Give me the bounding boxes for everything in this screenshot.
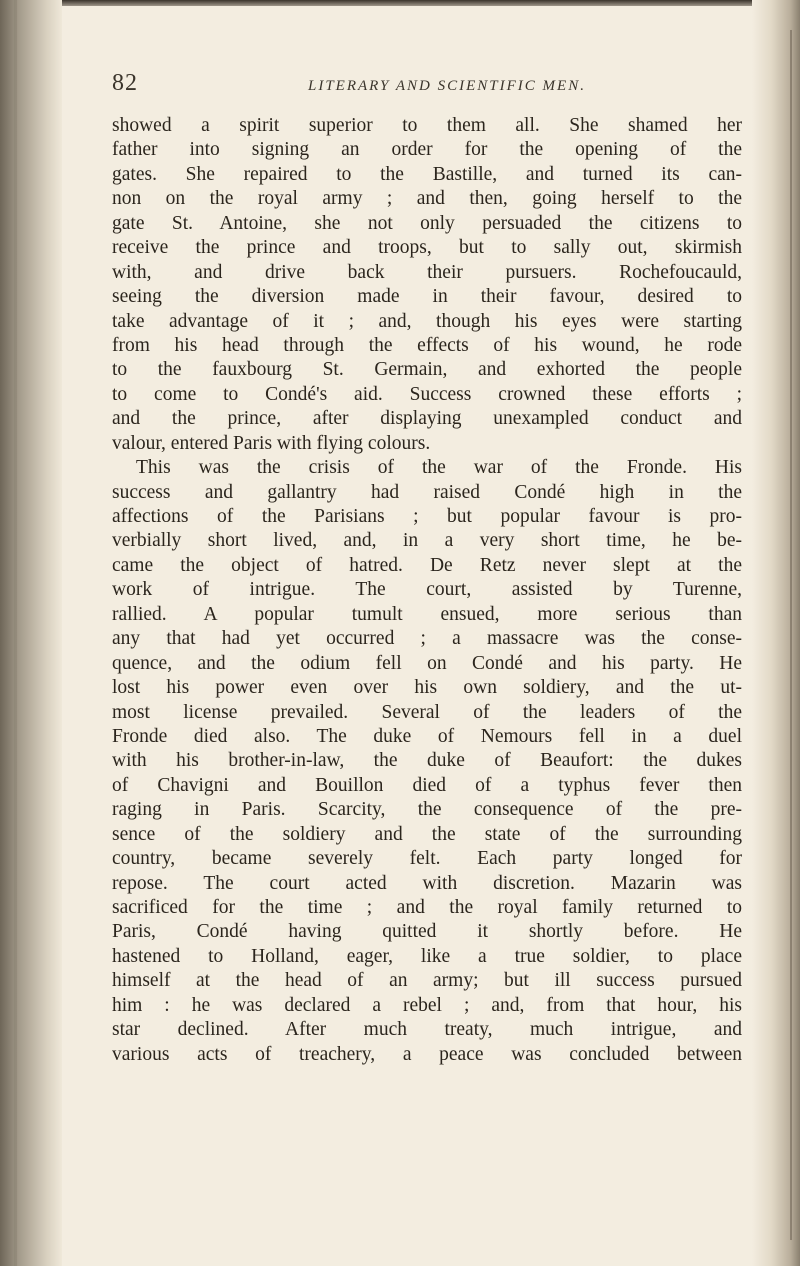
scan-top-edge: [0, 0, 800, 6]
text-line: came the object of hatred. De Retz never slept at the: [112, 554, 742, 576]
text-line: to the fauxbourg St. Germain, and exhorted the people: [112, 359, 742, 381]
text-line: valour, entered Paris with flying colours.: [112, 432, 431, 454]
text-line: showed a spirit superior to them all. She shamed her: [112, 115, 742, 136]
running-head: [112, 70, 742, 106]
text-line: country, became severely felt. Each party longed for: [112, 848, 742, 870]
book-page: [112, 70, 742, 1067]
text-line: sacrificed for the time ; and the royal family returned to: [112, 897, 742, 918]
text-line: father into signing an order for the opening of the: [112, 139, 742, 161]
text-line: himself at the head of an army; but ill success pursued: [112, 970, 742, 992]
text-line: and the prince, after displaying unexampled conduct and: [112, 408, 742, 430]
text-line: gates. She repaired to the Bastille, and turned its can-: [112, 163, 742, 185]
text-line: hastened to Holland, eager, like a true soldier, to place: [112, 945, 742, 967]
text-line: sence of the soldiery and the state of the surrounding: [112, 823, 742, 845]
text-line: rallied. A popular tumult ensued, more serious than: [112, 603, 742, 625]
text-line: Fronde died also. The duke of Nemours fell in a duel: [112, 725, 742, 747]
text-line: affections of the Parisians ; but popular favour is pro-: [112, 506, 742, 527]
page-right-edge: [752, 0, 800, 1266]
text-line: him : he was declared a rebel ; and, from that hour, his: [112, 994, 742, 1016]
text-line: star declined. After much treaty, much intrigue, and: [112, 1019, 742, 1041]
text-line: non on the royal army ; and then, going herself to the: [112, 188, 742, 210]
text-line: raging in Paris. Scarcity, the consequence of the pre-: [112, 799, 742, 821]
text-line: various acts of treachery, a peace was concluded between: [112, 1043, 742, 1065]
text-line: receive the prince and troops, but to sally out, skirmish: [112, 237, 742, 259]
text-line: seeing the diversion made in their favour, desired to: [112, 286, 742, 308]
text-line: to come to Condé's aid. Success crowned these efforts ;: [112, 383, 742, 405]
text-line: any that had yet occurred ; a massacre was the conse-: [112, 628, 742, 650]
text-line: lost his power even over his own soldiery, and the ut-: [112, 677, 742, 699]
binding-gutter: [0, 0, 62, 1266]
text-line: with, and drive back their pursuers. Rochefoucauld,: [112, 261, 742, 283]
text-line: quence, and the odium fell on Condé and his party. He: [112, 652, 742, 674]
text-line: of Chavigni and Bouillon died of a typhus fever then: [112, 774, 742, 796]
text-line: take advantage of it ; and, though his eyes were starting: [112, 310, 742, 332]
text-line: work of intrigue. The court, assisted by Turenne,: [112, 579, 742, 601]
body-text: [112, 114, 742, 1067]
text-line: gate St. Antoine, she not only persuaded the citizens to: [112, 212, 742, 234]
text-line: Paris, Condé having quitted it shortly before. He: [112, 921, 742, 943]
running-title: LITERARY AND SCIENTIFIC MEN.: [308, 78, 586, 94]
text-line: from his head through the effects of his wound, he rode: [112, 334, 742, 356]
text-line: most license prevailed. Several of the leaders of the: [112, 701, 742, 723]
text-line: This was the crisis of the war of the Fronde. His: [136, 457, 742, 479]
text-line: verbially short lived, and, in a very short time, he be-: [112, 530, 742, 552]
text-line: success and gallantry had raised Condé high in the: [112, 481, 742, 503]
page-number: 82: [112, 70, 138, 96]
text-line: repose. The court acted with discretion. Mazarin was: [112, 872, 742, 894]
text-line: with his brother-in-law, the duke of Beaufort: the dukes: [112, 750, 742, 772]
